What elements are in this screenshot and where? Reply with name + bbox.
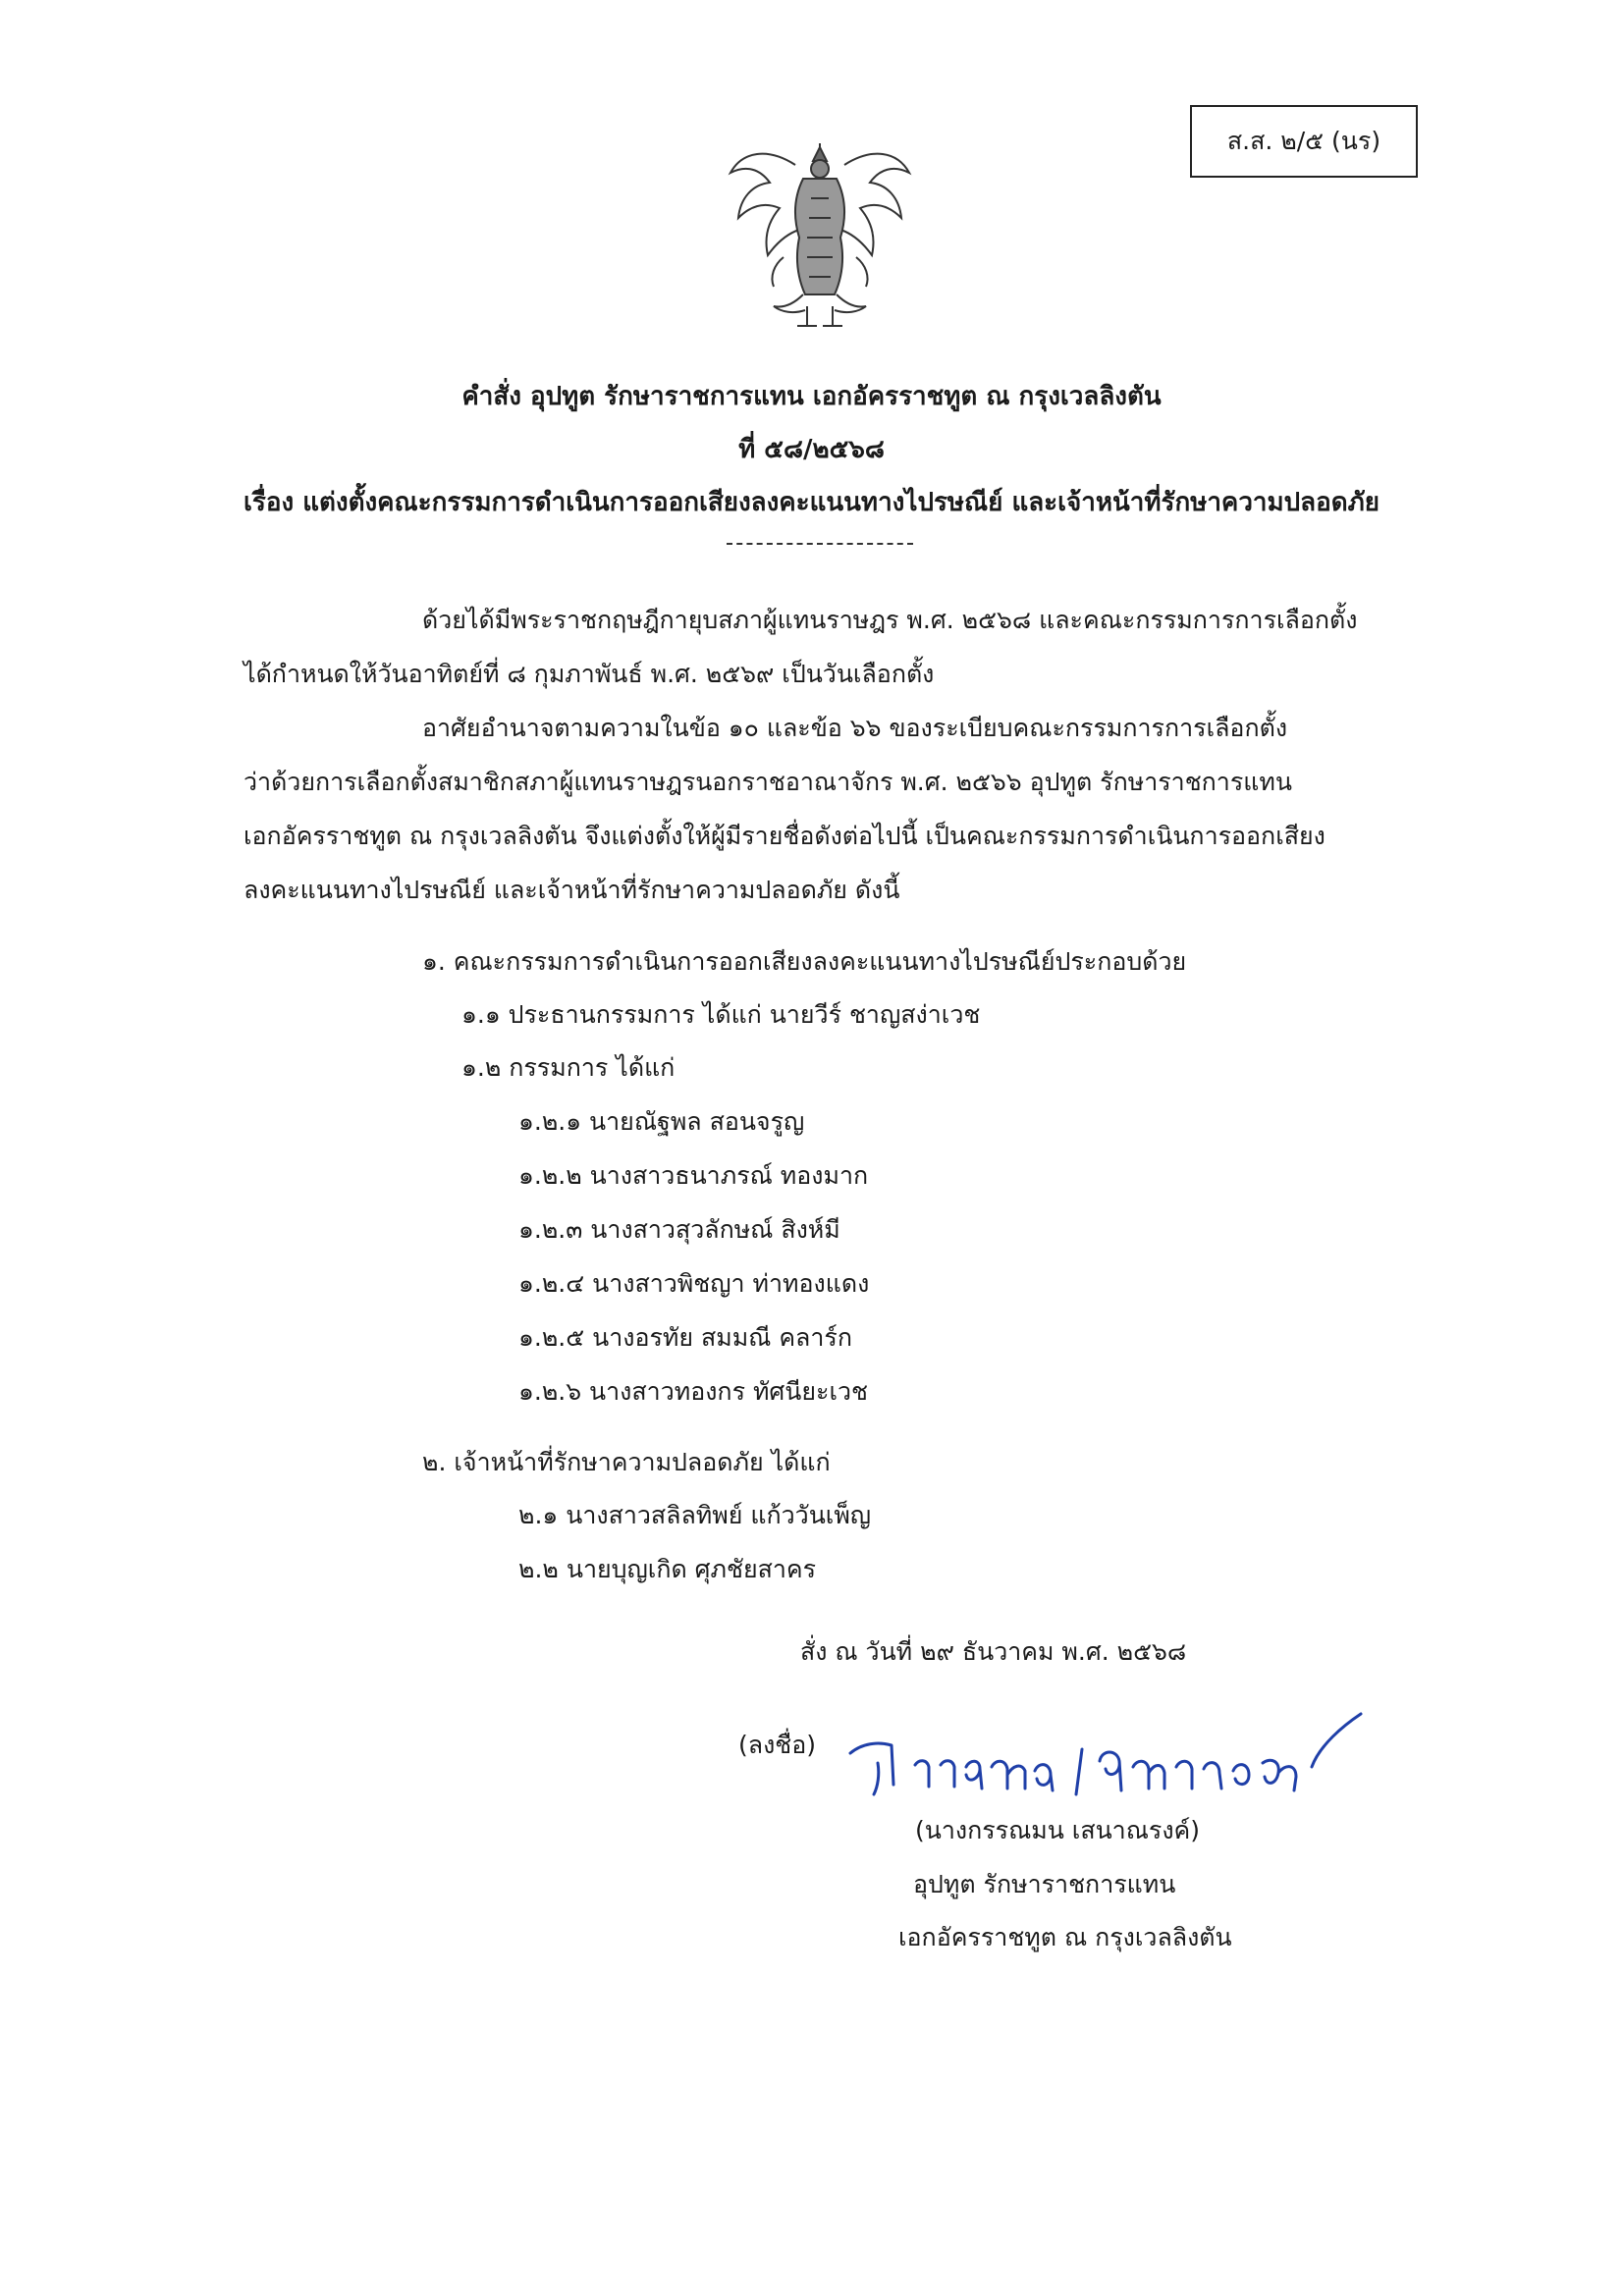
guard-item: ๒.๒ นายบุญเกิด ศุภชัยสาคร	[518, 1555, 817, 1583]
order-title: คำสั่ง อุปทูต รักษาราชการแทน เอกอัครราชทูต ณ กรุงเวลลิงตัน	[461, 382, 1162, 411]
members-heading: ๑.๒ กรรมการ ได้แก่	[461, 1053, 676, 1082]
member-item: ๑.๒.๖ นางสาวทองกร ทัศนียะเวช	[518, 1377, 869, 1406]
guard-item: ๒.๑ นางสาวสลิลทิพย์ แก้ววันเพ็ญ	[518, 1501, 872, 1529]
reference-code: ส.ส. ๒/๕ (นร)	[1226, 127, 1381, 155]
member-item: ๑.๒.๓ นางสาวสุวลักษณ์ สิงห์มี	[518, 1215, 840, 1244]
member-item: ๑.๒.๕ นางอรทัย สมมณี คลาร์ก	[518, 1323, 852, 1352]
para1-line2: ได้กำหนดให้วันอาทิตย์ที่ ๘ กุมภาพันธ์ พ.ศ. ๒๕๖๙ เป็นวันเลือกตั้ง	[243, 660, 935, 688]
member-item: ๑.๒.๑ นายณัฐพล สอนจรูญ	[518, 1107, 805, 1136]
signer-position-line2: เอกอัครราชทูต ณ กรุงเวลลิงตัน	[898, 1923, 1232, 1951]
garuda-emblem-icon	[725, 139, 915, 331]
signer-position-line1: อุปทูต รักษาราชการแทน	[913, 1870, 1176, 1898]
member-item: ๑.๒.๒ นางสาวธนาภรณ์ ทองมาก	[518, 1161, 869, 1190]
para2-line3: เอกอัครราชทูต ณ กรุงเวลลิงตัน จึงแต่งตั้งให้ผู้มีรายชื่อดังต่อไปนี้ เป็นคณะกรรมการดำเนินการออกเสียง	[243, 822, 1325, 850]
signer-name: (นางกรรณมน เสนาณรงค์)	[915, 1816, 1201, 1844]
handwritten-signature	[842, 1706, 1373, 1804]
order-subject: เรื่อง แต่งตั้งคณะกรรมการดำเนินการออกเสียงลงคะแนนทางไปรษณีย์ และเจ้าหน้าที่รักษาความปลอดภัย	[243, 488, 1380, 517]
reference-code-box	[1190, 105, 1418, 178]
member-item: ๑.๒.๔ นางสาวพิชญา ท่าทองแดง	[518, 1269, 870, 1298]
para2-line1: อาศัยอำนาจตามความในข้อ ๑๐ และข้อ ๖๖ ของระเบียบคณะกรรมการการเลือกตั้ง	[422, 714, 1288, 742]
title-separator	[727, 543, 913, 545]
chairman-item: ๑.๑ ประธานกรรมการ ได้แก่ นายวีร์ ชาญสง่าเวช	[461, 1000, 981, 1029]
signed-label: (ลงชื่อ)	[738, 1731, 817, 1759]
para2-line2: ว่าด้วยการเลือกตั้งสมาชิกสภาผู้แทนราษฎรนอกราชอาณาจักร พ.ศ. ๒๕๖๖ อุปทูต รักษาราชการแทน	[243, 768, 1292, 796]
order-date: สั่ง ณ วันที่ ๒๙ ธันวาคม พ.ศ. ๒๕๖๘	[800, 1637, 1187, 1666]
section2-heading: ๒. เจ้าหน้าที่รักษาความปลอดภัย ได้แก่	[422, 1448, 831, 1476]
section1-heading: ๑. คณะกรรมการดำเนินการออกเสียงลงคะแนนทางไปรษณีย์ประกอบด้วย	[422, 947, 1187, 976]
para1-line1: ด้วยได้มีพระราชกฤษฎีกายุบสภาผู้แทนราษฎร พ.ศ. ๒๕๖๘ และคณะกรรมการการเลือกตั้ง	[422, 606, 1358, 634]
para2-line4: ลงคะแนนทางไปรษณีย์ และเจ้าหน้าที่รักษาความปลอดภัย ดังนี้	[243, 876, 900, 904]
order-number: ที่ ๕๘/๒๕๖๘	[738, 435, 885, 464]
